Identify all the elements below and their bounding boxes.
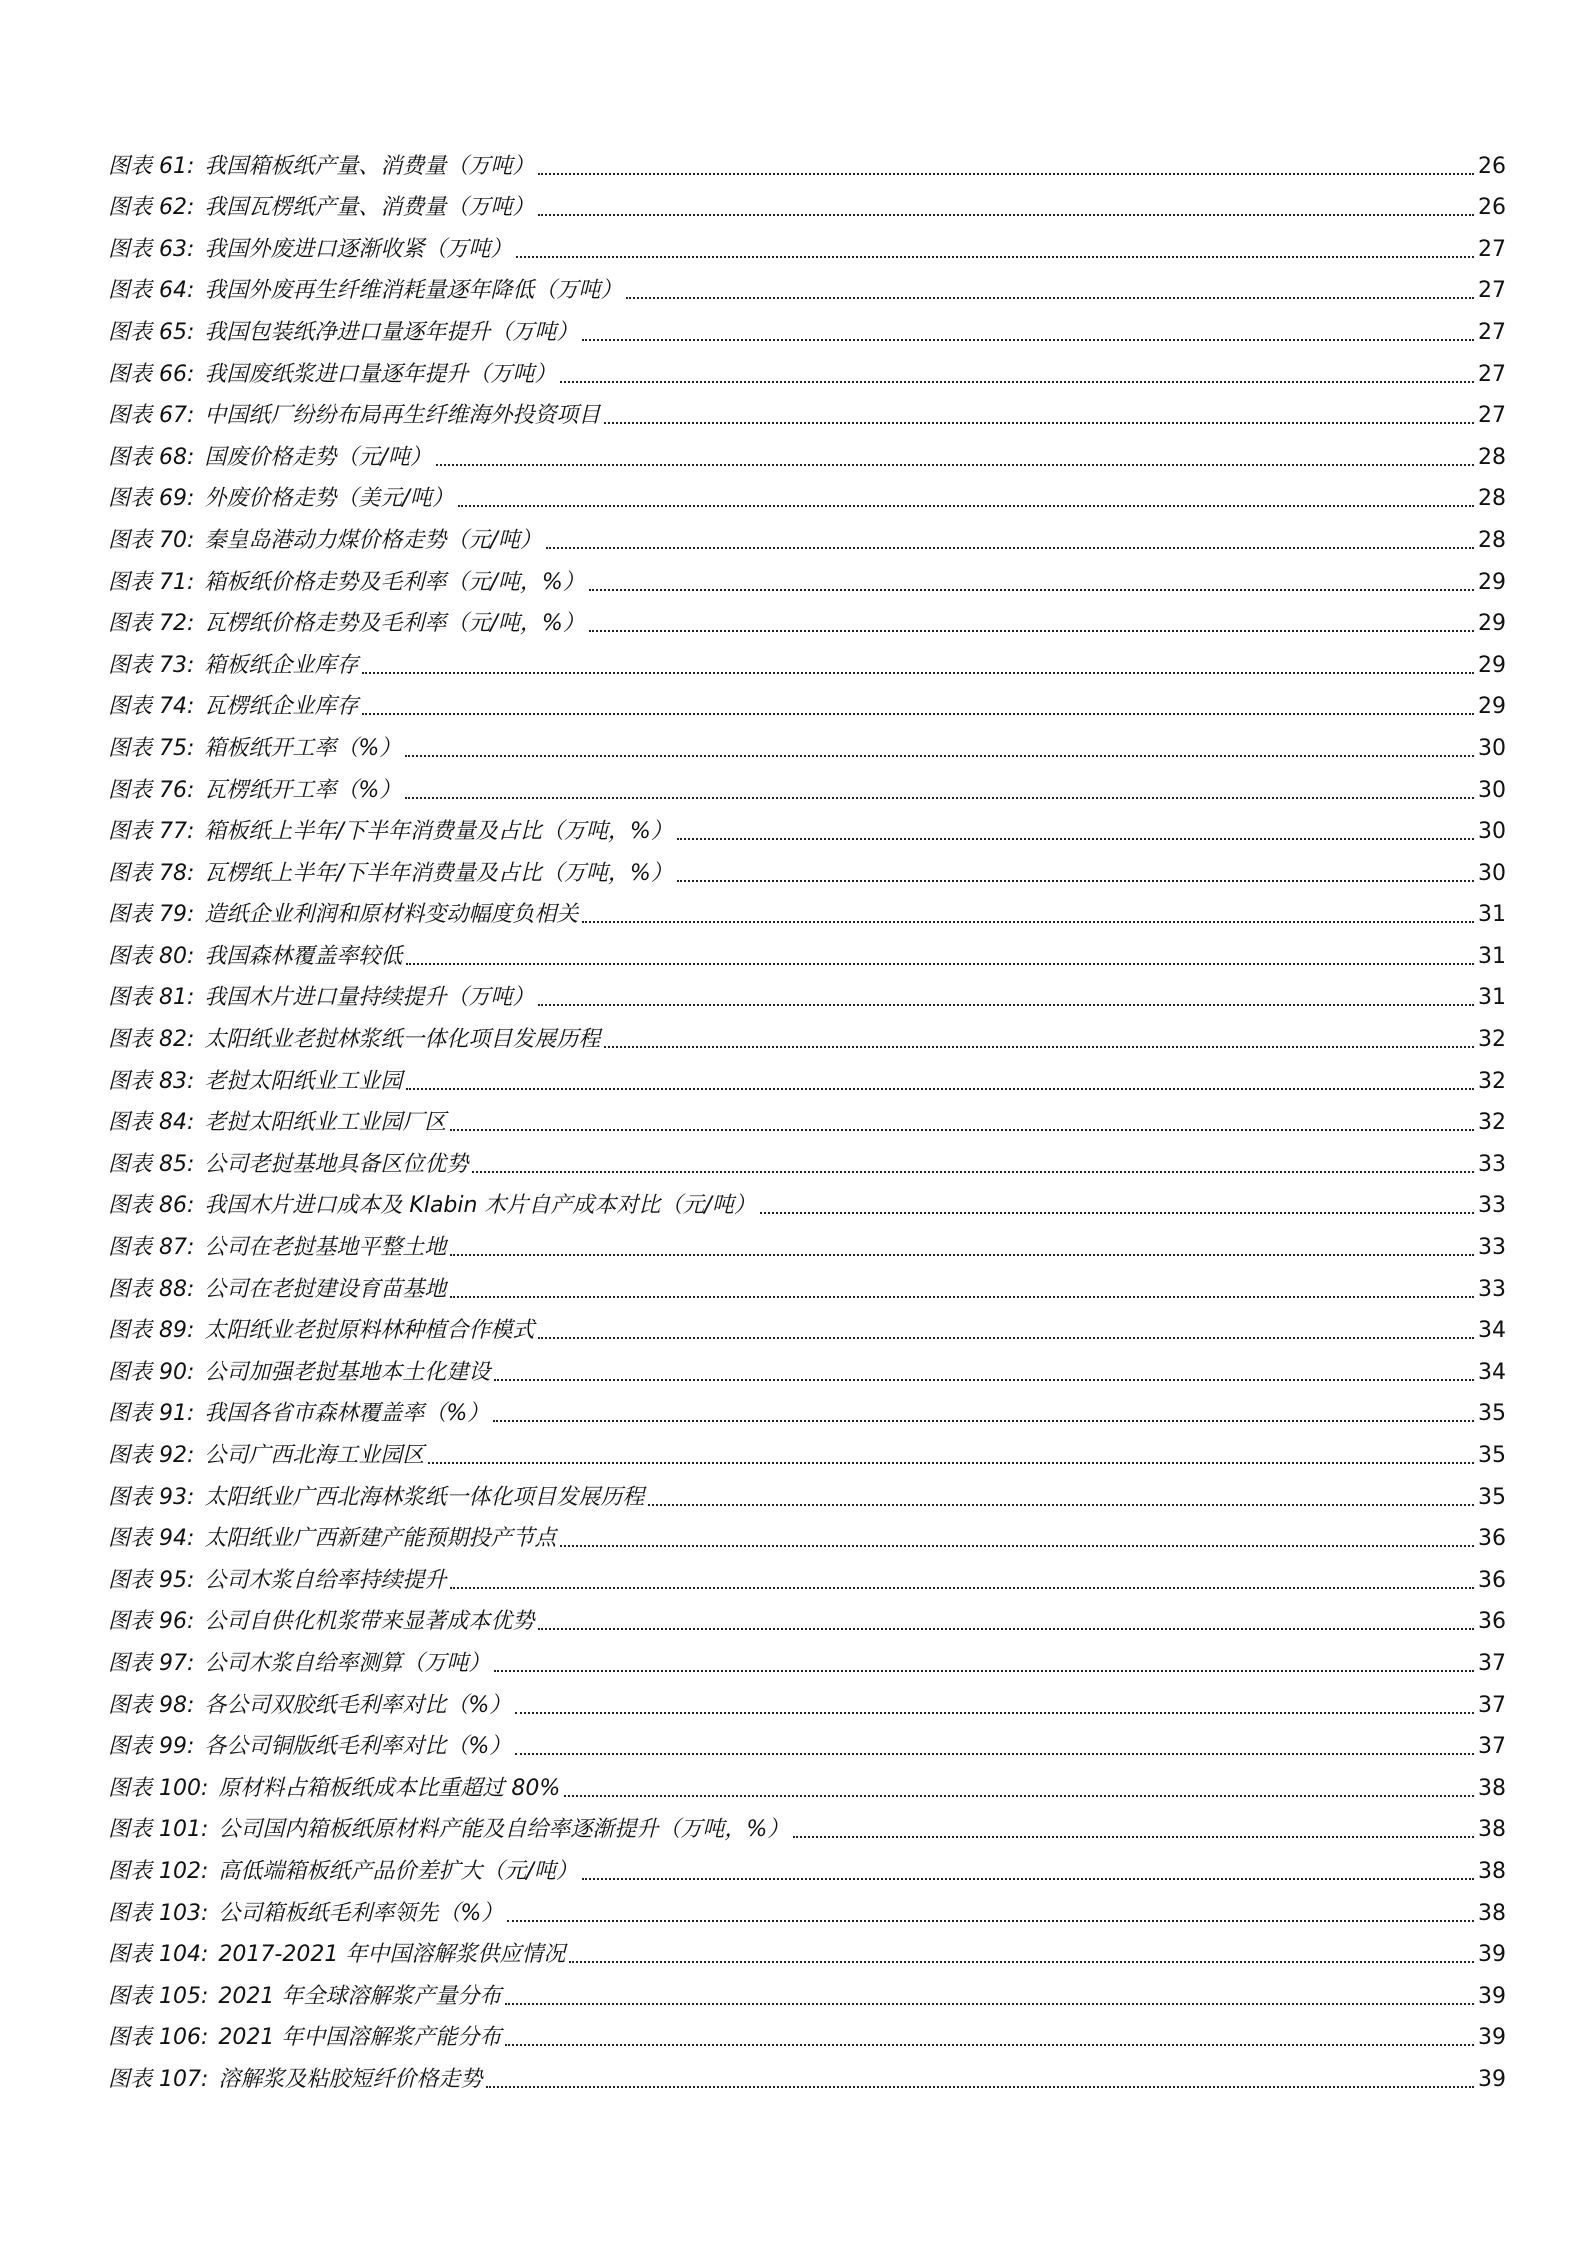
toc-entry[interactable] [108, 513, 1506, 555]
dot-leader [560, 381, 1474, 383]
figure-label: 图表 92: [108, 1443, 195, 1468]
figure-label: 图表 72: [108, 611, 195, 637]
dot-leader [582, 339, 1474, 341]
figure-title: 公司木浆自给率测算（万吨） [204, 1650, 491, 1676]
figure-title: 瓦楞纸价格走势及毛利率（元/吨，%） [204, 611, 585, 637]
figure-label: 图表 65: [108, 319, 195, 345]
figure-label: 图表 75: [108, 735, 195, 761]
toc-entry[interactable] [108, 1553, 1506, 1595]
dot-leader [494, 1670, 1474, 1672]
dot-leader [538, 1628, 1474, 1630]
toc-entry[interactable] [108, 1137, 1506, 1179]
figure-title: 公司老挝基地具备区位优势 [204, 1151, 469, 1177]
dot-leader [538, 173, 1474, 175]
toc-entry[interactable] [108, 805, 1506, 847]
dot-leader [582, 921, 1474, 923]
figure-title: 公司在老挝基地平整土地 [204, 1235, 447, 1261]
dot-leader [589, 630, 1474, 632]
dot-leader [538, 214, 1474, 216]
dot-leader [582, 1878, 1474, 1880]
figure-title: 我国各省市森林覆盖率（%） [204, 1401, 490, 1427]
dot-leader [450, 1254, 1474, 1256]
dot-leader [505, 2003, 1474, 2005]
figure-label: 图表 74: [108, 694, 195, 720]
figure-label: 图表 70: [108, 527, 195, 553]
figure-label: 图表 62: [108, 195, 195, 221]
dot-leader [515, 1753, 1474, 1755]
figure-title: 我国外废进口逐渐收紧（万吨） [204, 236, 513, 262]
toc-entry[interactable] [108, 929, 1506, 971]
page-number: 35 [1478, 1401, 1506, 1427]
page-number: 39 [1478, 1942, 1506, 1968]
page-number: 27 [1478, 361, 1506, 387]
figure-title: 我国包装纸净进口量逐年提升（万吨） [204, 319, 579, 345]
toc-entry[interactable] [108, 2052, 1506, 2094]
toc-entry[interactable] [108, 1304, 1506, 1346]
page-number: 33 [1478, 1235, 1506, 1261]
figure-label: 图表 66: [108, 361, 195, 387]
page-number: 30 [1478, 819, 1506, 845]
dot-leader [450, 1296, 1474, 1298]
toc-entry[interactable] [108, 1803, 1506, 1845]
figure-title: 我国瓦楞纸产量、消费量（万吨） [204, 195, 535, 221]
dot-leader [507, 1920, 1474, 1922]
figure-title: 2021 年全球溶解浆产量分布 [218, 1983, 502, 2009]
figure-title: 箱板纸上半年/下半年消费量及占比（万吨，%） [204, 819, 673, 845]
page-number: 38 [1478, 1858, 1506, 1884]
figure-title: 各公司双胶纸毛利率对比（%） [204, 1692, 512, 1718]
figure-title: 原材料占箱板纸成本比重超过 80% [218, 1775, 561, 1801]
figure-title: 太阳纸业广西北海林浆纸一体化项目发展历程 [204, 1484, 645, 1510]
figure-title: 公司箱板纸毛利率领先（%） [218, 1900, 504, 1926]
page-number: 31 [1478, 902, 1506, 928]
figure-title: 造纸企业利润和原材料变动幅度负相关 [204, 902, 579, 928]
figure-title: 秦皇岛港动力煤价格走势（元/吨） [204, 527, 542, 553]
figure-title: 公司木浆自给率持续提升 [204, 1567, 447, 1593]
page-number: 31 [1478, 943, 1506, 969]
dot-leader [458, 505, 1474, 507]
toc-entry[interactable] [108, 1886, 1506, 1928]
figure-label: 图表 69: [108, 486, 195, 512]
figure-title: 箱板纸开工率（%） [204, 735, 402, 761]
figure-title: 我国木片进口成本及 Klabin 木片自产成本对比（元/吨） [204, 1193, 756, 1219]
figure-label: 图表 103: [108, 1900, 209, 1926]
page-number: 29 [1478, 652, 1506, 678]
figure-title: 太阳纸业老挝原料林种植合作模式 [204, 1318, 535, 1344]
dot-leader [589, 589, 1474, 591]
figure-label: 图表 104: [108, 1942, 209, 1968]
dot-leader [405, 797, 1474, 799]
toc-entry[interactable] [108, 1761, 1506, 1803]
figure-label: 图表 81: [108, 985, 195, 1011]
page-number: 35 [1478, 1484, 1506, 1510]
page-number: 36 [1478, 1567, 1506, 1593]
figure-label: 图表 106: [108, 2025, 209, 2051]
page-number: 33 [1478, 1276, 1506, 1302]
dot-leader [362, 713, 1474, 715]
page-number: 34 [1478, 1359, 1506, 1385]
figure-title: 公司自供化机浆带来显著成本优势 [204, 1609, 535, 1635]
page-number: 38 [1478, 1775, 1506, 1801]
dot-leader [538, 1337, 1474, 1339]
toc-entry[interactable] [108, 1345, 1506, 1387]
dot-leader [505, 2044, 1474, 2046]
figure-label: 图表 99: [108, 1734, 195, 1760]
dot-leader [626, 297, 1474, 299]
toc-entry[interactable] [108, 597, 1506, 639]
figure-label: 图表 79: [108, 902, 195, 928]
toc-entry[interactable] [108, 1262, 1506, 1304]
page-number: 27 [1478, 278, 1506, 304]
toc-entry[interactable] [108, 1512, 1506, 1554]
figure-title: 我国木片进口量持续提升（万吨） [204, 985, 535, 1011]
toc-entry[interactable] [108, 1595, 1506, 1637]
page-number: 26 [1478, 195, 1506, 221]
toc-entry[interactable] [108, 430, 1506, 472]
toc-entry[interactable] [108, 1928, 1506, 1970]
page-number: 29 [1478, 569, 1506, 595]
toc-entry[interactable] [108, 139, 1506, 181]
figure-title: 各公司铜版纸毛利率对比（%） [204, 1734, 512, 1760]
figure-title: 瓦楞纸上半年/下半年消费量及占比（万吨，%） [204, 860, 673, 886]
toc-entry[interactable] [108, 264, 1506, 306]
toc-entry[interactable] [108, 721, 1506, 763]
page-number: 39 [1478, 2025, 1506, 2051]
dot-leader [362, 672, 1474, 674]
figure-title: 瓦楞纸开工率（%） [204, 777, 402, 803]
dot-leader [560, 1545, 1474, 1547]
page-number: 33 [1478, 1193, 1506, 1219]
page-number: 27 [1478, 403, 1506, 429]
toc-entry[interactable] [108, 1470, 1506, 1512]
toc-entry[interactable] [108, 347, 1506, 389]
page-number: 30 [1478, 735, 1506, 761]
figure-label: 图表 90: [108, 1359, 195, 1385]
toc-entry[interactable] [108, 555, 1506, 597]
page-number: 32 [1478, 1027, 1506, 1053]
figure-label: 图表 95: [108, 1567, 195, 1593]
figure-title: 我国箱板纸产量、消费量（万吨） [204, 153, 535, 179]
figure-label: 图表 94: [108, 1526, 195, 1552]
figure-label: 图表 100: [108, 1775, 209, 1801]
page-number: 26 [1478, 153, 1506, 179]
figure-label: 图表 96: [108, 1609, 195, 1635]
figure-label: 图表 78: [108, 860, 195, 886]
page-number: 29 [1478, 694, 1506, 720]
figure-title: 我国森林覆盖率较低 [204, 943, 403, 969]
figure-title: 公司广西北海工业园区 [204, 1443, 425, 1468]
toc-entry[interactable] [108, 305, 1506, 347]
dot-leader [546, 547, 1474, 549]
figure-title: 2017-2021 年中国溶解浆供应情况 [218, 1942, 566, 1968]
toc-entry[interactable] [108, 1969, 1506, 2011]
figure-title: 老挝太阳纸业工业园 [204, 1068, 403, 1094]
figure-title: 公司国内箱板纸原材料产能及自给率逐渐提升（万吨，%） [218, 1817, 790, 1843]
page-number: 33 [1478, 1151, 1506, 1177]
figure-title: 公司加强老挝基地本土化建设 [204, 1359, 491, 1385]
page-number: 39 [1478, 1983, 1506, 2009]
dot-leader [515, 1712, 1474, 1714]
figure-label: 图表 93: [108, 1484, 195, 1510]
dot-leader [604, 1046, 1474, 1048]
figure-label: 图表 98: [108, 1692, 195, 1718]
dot-leader [604, 422, 1474, 424]
page-number: 37 [1478, 1650, 1506, 1676]
toc-entry[interactable] [108, 1678, 1506, 1720]
toc-entry[interactable] [108, 1844, 1506, 1886]
figure-label: 图表 64: [108, 278, 195, 304]
toc-entry[interactable] [108, 1387, 1506, 1429]
page-number: 32 [1478, 1068, 1506, 1094]
dot-leader [793, 1836, 1474, 1838]
figure-label: 图表 84: [108, 1110, 195, 1136]
figure-title: 中国纸厂纷纷布局再生纤维海外投资项目 [204, 403, 601, 429]
figure-label: 图表 67: [108, 403, 195, 429]
figure-label: 图表 88: [108, 1276, 195, 1302]
figure-label: 图表 77: [108, 819, 195, 845]
figure-label: 图表 97: [108, 1650, 195, 1676]
page-number: 35 [1478, 1443, 1506, 1468]
figure-label: 图表 105: [108, 1983, 209, 2009]
dot-leader [486, 2086, 1474, 2088]
dot-leader [516, 256, 1474, 258]
table-of-figures [108, 139, 1506, 2094]
dot-leader [494, 1379, 1474, 1381]
dot-leader [760, 1212, 1474, 1214]
toc-entry[interactable] [108, 2011, 1506, 2053]
page-number: 27 [1478, 319, 1506, 345]
toc-entry[interactable] [108, 389, 1506, 431]
dot-leader [648, 1504, 1474, 1506]
figure-title: 外废价格走势（美元/吨） [204, 486, 454, 512]
figure-label: 图表 102: [108, 1858, 209, 1884]
figure-label: 图表 63: [108, 236, 195, 262]
toc-entry[interactable] [108, 1428, 1506, 1470]
dot-leader [472, 1171, 1474, 1173]
page-number: 31 [1478, 985, 1506, 1011]
figure-title: 老挝太阳纸业工业园厂区 [204, 1110, 447, 1136]
page-number: 38 [1478, 1817, 1506, 1843]
page-number: 39 [1478, 2066, 1506, 2092]
toc-entry[interactable] [108, 638, 1506, 680]
toc-entry[interactable] [108, 1096, 1506, 1138]
page-number: 29 [1478, 611, 1506, 637]
figure-label: 图表 83: [108, 1068, 195, 1094]
dot-leader [564, 1795, 1474, 1797]
figure-label: 图表 71: [108, 569, 195, 595]
dot-leader [406, 963, 1474, 965]
figure-label: 图表 107: [108, 2066, 209, 2092]
toc-entry[interactable] [108, 1636, 1506, 1678]
figure-label: 图表 91: [108, 1401, 195, 1427]
figure-label: 图表 76: [108, 777, 195, 803]
toc-entry[interactable] [108, 1179, 1506, 1221]
page-number: 27 [1478, 236, 1506, 262]
toc-entry[interactable] [108, 472, 1506, 514]
dot-leader [493, 1420, 1474, 1422]
figure-title: 国废价格走势（元/吨） [204, 444, 432, 470]
toc-entry[interactable] [108, 1720, 1506, 1762]
page-number: 36 [1478, 1526, 1506, 1552]
dot-leader [406, 1088, 1474, 1090]
page-number: 34 [1478, 1318, 1506, 1344]
figure-title: 太阳纸业老挝林浆纸一体化项目发展历程 [204, 1027, 601, 1053]
page-number: 37 [1478, 1734, 1506, 1760]
toc-entry[interactable] [108, 888, 1506, 930]
figure-title: 我国外废再生纤维消耗量逐年降低（万吨） [204, 278, 623, 304]
toc-entry[interactable] [108, 680, 1506, 722]
page-number: 36 [1478, 1609, 1506, 1635]
dot-leader [677, 880, 1474, 882]
figure-label: 图表 87: [108, 1235, 195, 1261]
figure-label: 图表 73: [108, 652, 195, 678]
page-number: 28 [1478, 486, 1506, 512]
figure-title: 我国废纸浆进口量逐年提升（万吨） [204, 361, 557, 387]
toc-entry[interactable] [108, 971, 1506, 1013]
toc-entry[interactable] [108, 763, 1506, 805]
dot-leader [428, 1462, 1474, 1464]
toc-entry[interactable] [108, 1054, 1506, 1096]
figure-label: 图表 89: [108, 1318, 195, 1344]
figure-title: 瓦楞纸企业库存 [204, 694, 359, 720]
toc-entry[interactable] [108, 1220, 1506, 1262]
figure-title: 溶解浆及粘胶短纤价格走势 [218, 2066, 483, 2092]
figure-label: 图表 86: [108, 1193, 195, 1219]
dot-leader [569, 1961, 1474, 1963]
page-number: 30 [1478, 860, 1506, 886]
figure-label: 图表 80: [108, 943, 195, 969]
dot-leader [538, 1004, 1474, 1006]
page-number: 32 [1478, 1110, 1506, 1136]
page-number: 37 [1478, 1692, 1506, 1718]
toc-entry[interactable] [108, 846, 1506, 888]
figure-title: 箱板纸价格走势及毛利率（元/吨，%） [204, 569, 585, 595]
toc-entry[interactable] [108, 181, 1506, 223]
dot-leader [450, 1587, 1474, 1589]
figure-title: 高低端箱板纸产品价差扩大（元/吨） [218, 1858, 578, 1884]
page-number: 30 [1478, 777, 1506, 803]
page-number: 38 [1478, 1900, 1506, 1926]
toc-entry[interactable] [108, 1012, 1506, 1054]
figure-title: 2021 年中国溶解浆产能分布 [218, 2025, 502, 2051]
figure-title: 公司在老挝建设育苗基地 [204, 1276, 447, 1302]
figure-title: 太阳纸业广西新建产能预期投产节点 [204, 1526, 557, 1552]
dot-leader [436, 464, 1474, 466]
dot-leader [405, 755, 1474, 757]
figure-label: 图表 101: [108, 1817, 209, 1843]
toc-entry[interactable] [108, 222, 1506, 264]
figure-label: 图表 82: [108, 1027, 195, 1053]
figure-title: 箱板纸企业库存 [204, 652, 359, 678]
page-number: 28 [1478, 527, 1506, 553]
figure-label: 图表 85: [108, 1151, 195, 1177]
dot-leader [677, 838, 1474, 840]
figure-label: 图表 61: [108, 153, 195, 179]
figure-label: 图表 68: [108, 444, 195, 470]
page-number: 28 [1478, 444, 1506, 470]
dot-leader [450, 1129, 1474, 1131]
